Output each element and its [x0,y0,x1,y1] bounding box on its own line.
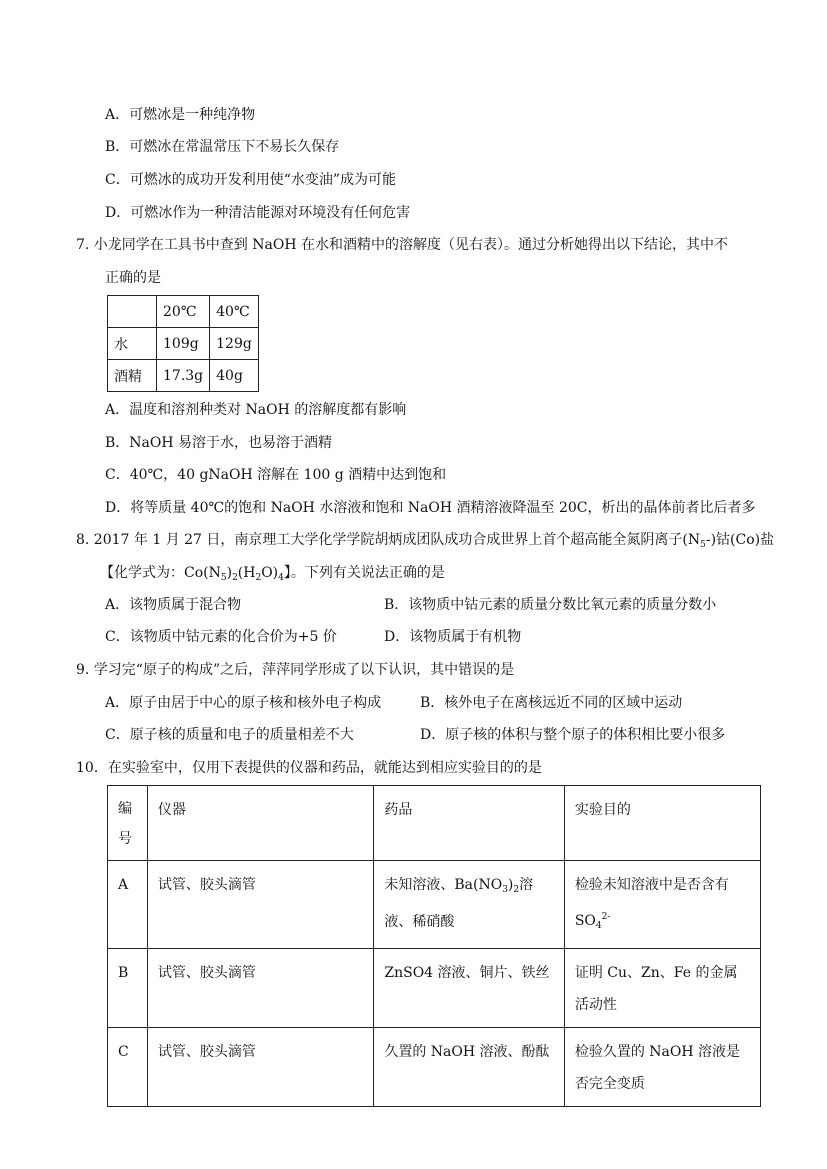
table-cell: 109g [157,328,210,360]
q6-option-b: B．可燃冰在常温常压下不易长久保存 [105,139,340,155]
q7-option-c: C．40℃，40 gNaOH 溶解在 100 g 酒精中达到饱和 [105,467,447,483]
q8-formula-line [100,564,445,587]
formula-text: O) [261,565,279,581]
row-purpose: 检验久置的 NaOH 溶液是否完全变质 [564,1028,760,1107]
header-purpose: 实验目的 [564,786,760,861]
superscript: 2- [601,912,611,922]
subscript: 5 [220,573,227,583]
q8-option-d: D．该物质属于有机物 [384,629,522,645]
q10-stem: 10．在实验室中，仅用下表提供的仪器和药品，就能达到相应实验目的的是 [76,760,542,776]
table-cell: 40℃ [210,296,259,328]
formula-text: 】。下列有关说法正确的是 [283,565,445,581]
solubility-table [107,295,259,392]
chem-text: ) [507,877,514,893]
q7-option-d: D．将等质量 40℃的饱和 NaOH 水溶液和饱和 NaOH 酒精溶液降温至 20C，析出的晶体前者比后者多 [105,500,756,516]
subscript: 4 [278,573,284,583]
subscript: 2 [513,885,520,895]
q6-option-a: A．可燃冰是一种纯净物 [105,107,256,123]
purpose-text: 检验未知溶液中是否含有 SO [574,877,729,929]
formula-text: ) [226,565,233,581]
q7-option-a: A．温度和溶剂种类对 NaOH 的溶解度都有影响 [105,402,407,418]
table-header-row [108,296,259,328]
experiment-table [107,785,761,1107]
q9-stem: 9. 学习完“原子的构成”之后，萍萍同学形成了以下认识，其中错误的是 [76,662,515,678]
table-cell: 20℃ [157,296,210,328]
q9-option-b: B．核外电子在离核远近不同的区域中运动 [420,695,683,711]
table-cell: 129g [210,328,259,360]
row-chemicals: ZnSO4 溶液、铜片、铁丝 [374,949,564,1028]
table-row [108,360,259,392]
table-row [108,861,761,949]
q8-option-c: C．该物质中钴元素的化合价为+5 价 [105,629,337,645]
table-cell: 水 [108,328,157,360]
table-row [108,949,761,1028]
formula-text: (H [237,565,256,581]
table-row [108,1028,761,1107]
table-row [108,328,259,360]
row-chemicals: 久置的 NaOH 溶液、酚酞 [374,1028,564,1107]
subscript: 3 [502,885,508,895]
table-cell [108,296,157,328]
row-id: B [108,949,148,1028]
subscript: 2 [232,573,238,583]
row-purpose: 证明 Cu、Zn、Fe 的金属活动性 [564,949,760,1028]
q9-option-d: D．原子核的体积与整个原子的体积相比要小很多 [420,727,726,743]
table-cell: 17.3g [157,360,210,392]
q6-option-c: C．可燃冰的成功开发利用使“水变油”成为可能 [105,172,397,188]
subscript: 5 [700,540,706,550]
table-cell: 40g [210,360,259,392]
q6-option-d: D．可燃冰作为一种清洁能源对环境没有任何危害 [105,205,411,221]
table-header-row [108,786,761,861]
row-id: A [108,861,148,949]
row-instrument: 试管、胶头滴管 [147,861,373,949]
subscript: 4 [595,921,602,931]
row-purpose [564,861,760,949]
q8-stem-text: -)钴(Co)盐 [705,532,775,548]
q9-option-c: C．原子核的质量和电子的质量相差不大 [105,727,354,743]
q8-stem-line1 [76,531,774,554]
header-instrument: 仪器 [147,786,373,861]
q8-option-b: B．该物质中钴元素的质量分数比氧元素的质量分数小 [384,597,717,613]
q8-option-a: A．该物质属于混合物 [105,597,242,613]
row-chemicals [374,861,564,949]
chem-text: 溶液、稀硝酸 [384,877,534,930]
q7-stem-line2: 正确的是 [105,270,161,286]
header-chemicals: 药品 [374,786,564,861]
chem-text: 未知溶液、Ba(NO [384,877,503,893]
q8-stem-text: 8. 2017 年 1 月 27 日，南京理工大学化学学院胡炳成团队成功合成世界上首个超高能全氮阴离子(N [76,532,701,548]
row-instrument: 试管、胶头滴管 [147,949,373,1028]
q7-option-b: B．NaOH 易溶于水，也易溶于酒精 [105,435,333,451]
table-cell: 酒精 [108,360,157,392]
subscript: 2 [255,573,262,583]
header-id: 编号 [108,786,148,861]
row-id: C [108,1028,148,1107]
q9-option-a: A．原子由居于中心的原子核和核外电子构成 [105,695,382,711]
row-instrument: 试管、胶头滴管 [147,1028,373,1107]
formula-text: 【化学式为：Co(N [100,565,221,581]
q7-stem-line1: 7. 小龙同学在工具书中查到 NaOH 在水和酒精中的溶解度（见右表）。通过分析她得出以下结论，其中不 [76,237,728,253]
